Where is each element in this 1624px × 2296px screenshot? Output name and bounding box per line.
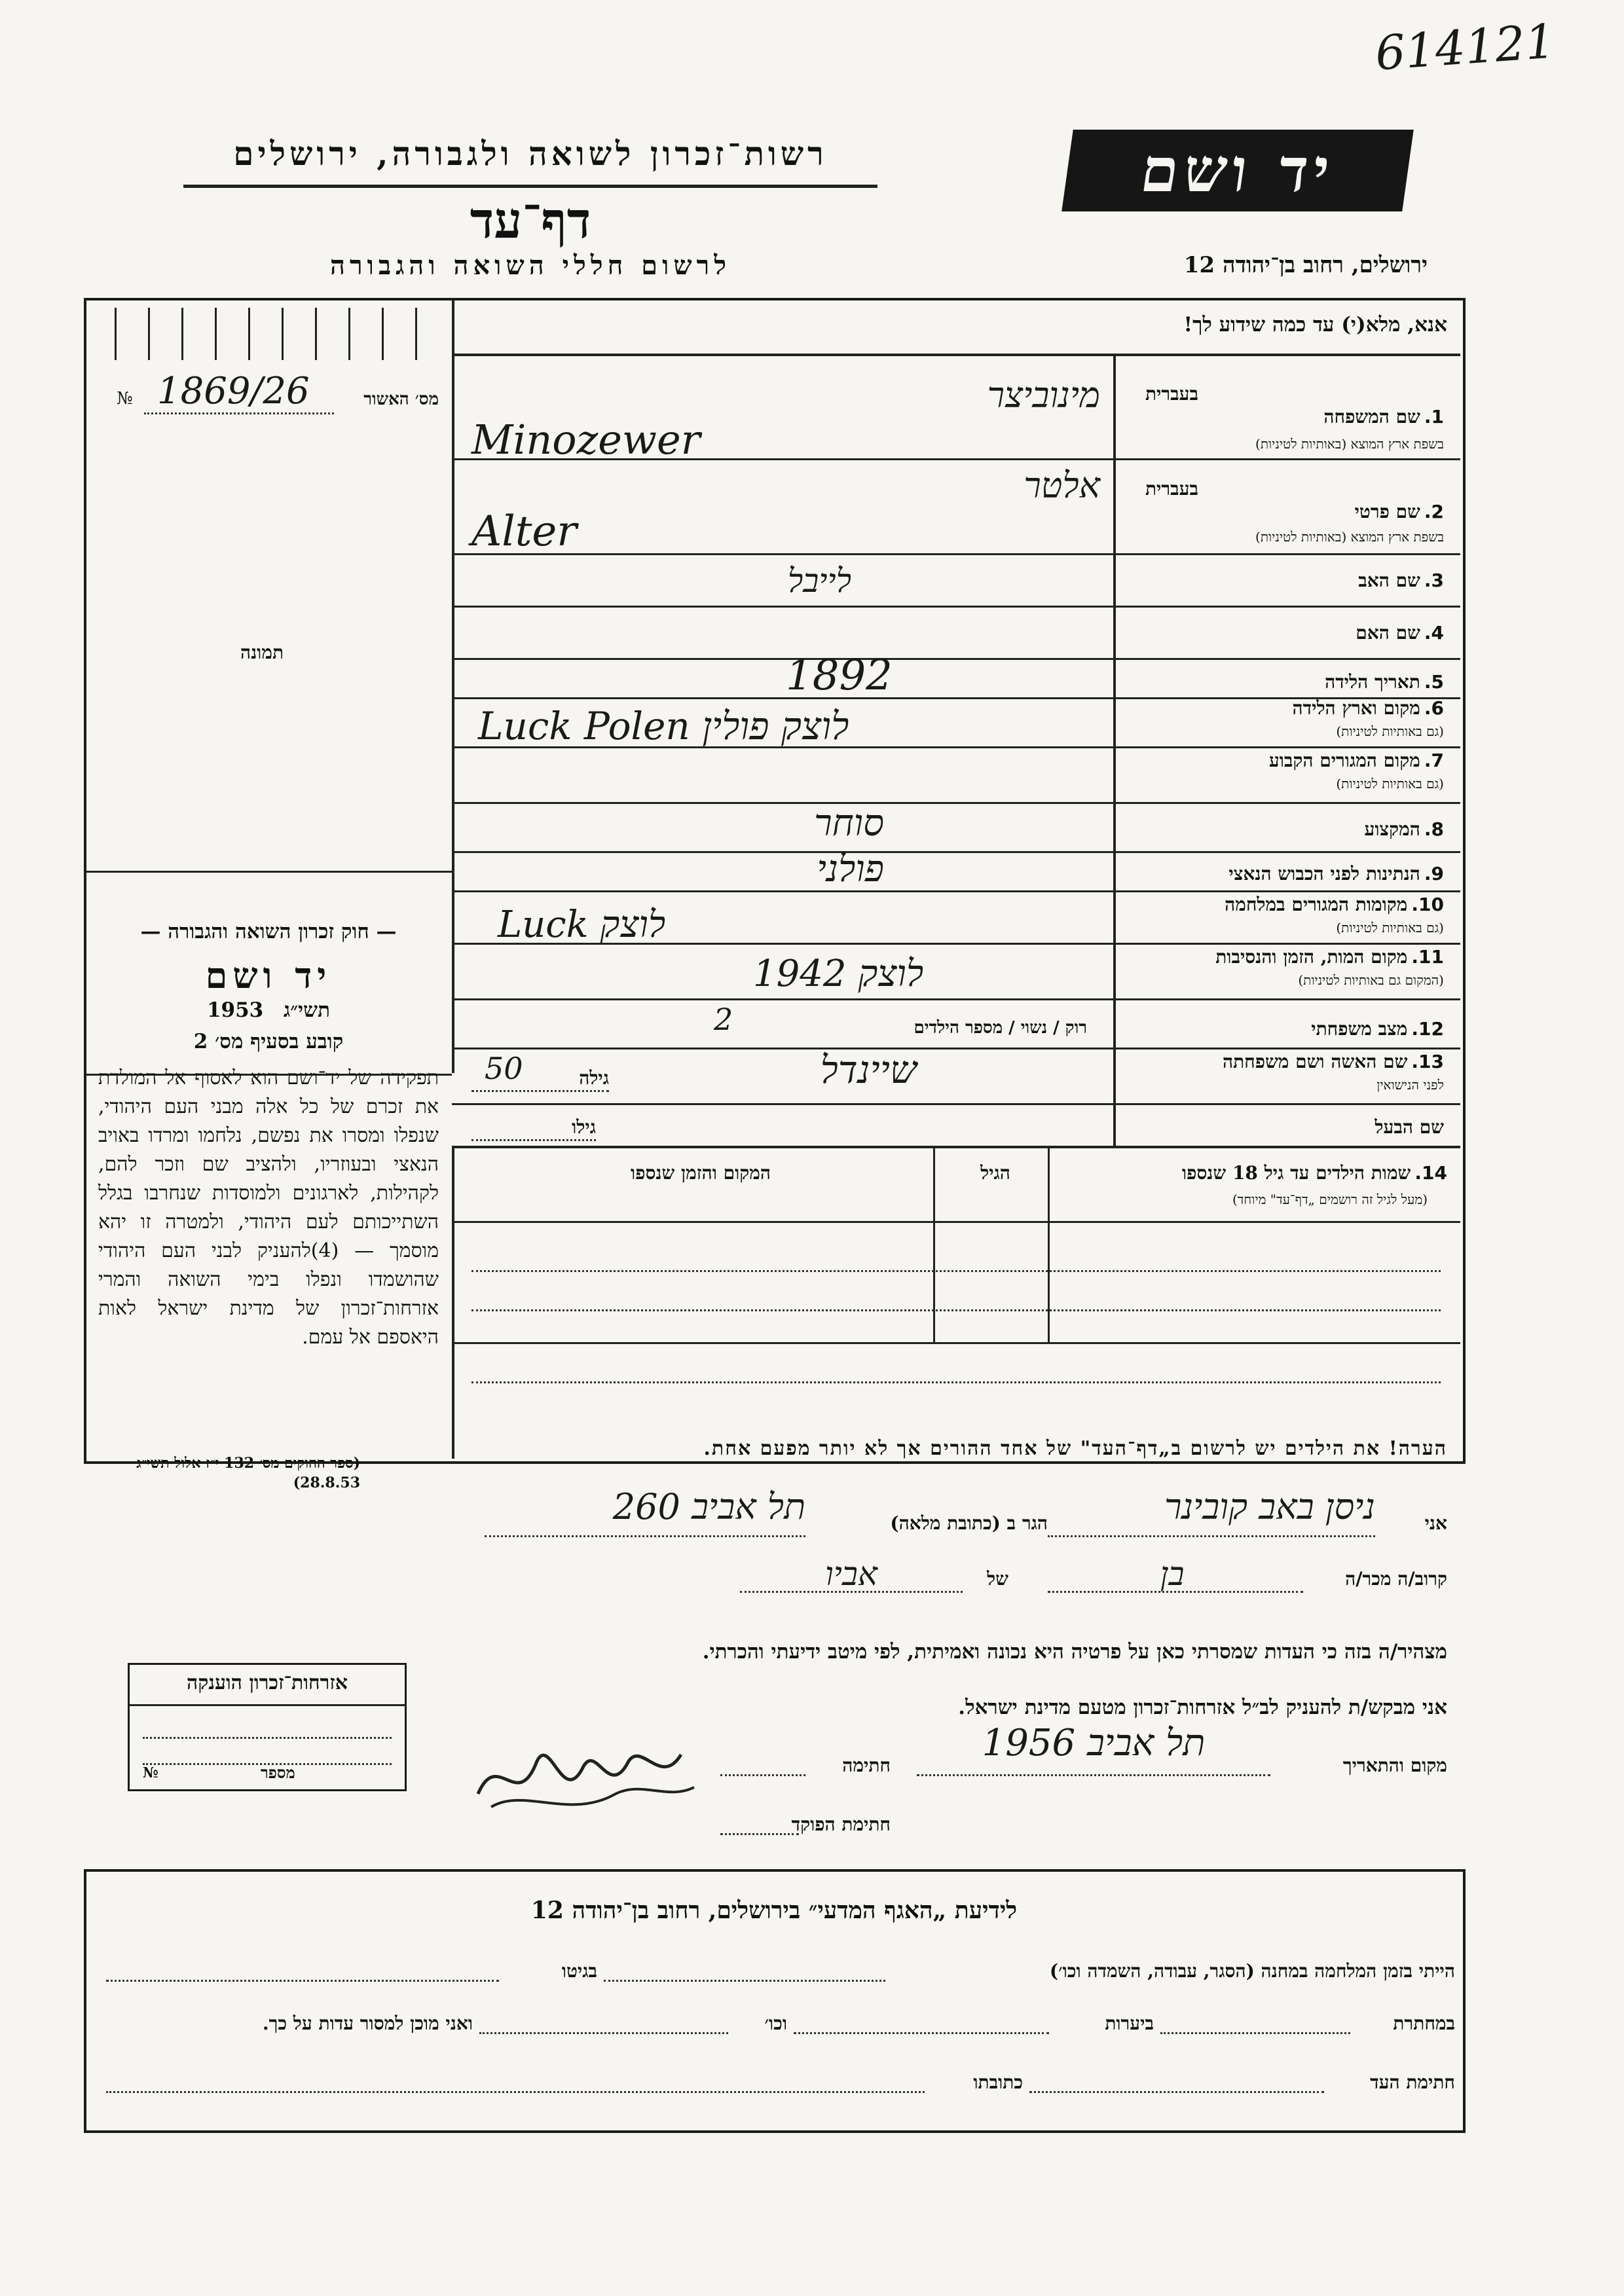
declaration-of: של	[987, 1568, 1008, 1590]
field-9-label: 9.הנתינות לפני הכבוש הנאצי	[1228, 863, 1444, 884]
children-col-age: הגיל	[980, 1162, 1010, 1184]
citizenship-box	[128, 1663, 407, 1791]
law-title: — חוק זכרון השואה והגבורה —	[140, 920, 397, 943]
file-number-prefix: №	[117, 389, 133, 409]
field-13-age-value[interactable]: 50	[485, 1051, 523, 1086]
children-title: 14.שמות הילדים עד גיל 18 שנספו	[1181, 1162, 1447, 1184]
children-col-place: המקום והזמן שנספו	[631, 1162, 771, 1184]
footer-witness-address-line[interactable]	[106, 2091, 925, 2093]
field-10-label: 10.מקומות המגורים במלחמה	[1225, 894, 1444, 915]
form-subtitle: לרשום חללי השואה והגבורה	[329, 250, 731, 281]
field-13-label: 13.שם האשה ושם משפחתה	[1222, 1051, 1444, 1072]
footer-witness-signature-line[interactable]	[1029, 2091, 1324, 2093]
law-year-number: 1953	[206, 998, 264, 1022]
field-13-sub: לפני הנישואין	[1376, 1077, 1444, 1093]
field-5-value[interactable]: 1892	[786, 651, 893, 700]
sidebar-divider	[452, 301, 454, 1073]
file-number-value[interactable]: 1869/26	[157, 370, 310, 412]
sidebar-bottom	[86, 871, 452, 873]
field-8-label: 8.המקצוע	[1364, 818, 1444, 840]
place-date-label: מקום והתאריך	[1342, 1755, 1447, 1776]
field-8-value[interactable]: סוחר	[814, 802, 884, 845]
declaration-statement: מצהיר/ה בזה כי העדות שמסרתי כאן על פרטיה היא נכונה ואמיתית, לפי מיטב ידיעתי והכרתי.	[702, 1640, 1447, 1664]
footer-underground-label: במחתרת	[1393, 2013, 1455, 2034]
law-name: יד ושם	[205, 955, 332, 996]
signature-label: חתימה	[842, 1755, 891, 1776]
footer-forests-label: ביערות	[1105, 2013, 1154, 2034]
law-year-hebrew: תשי״ג	[284, 998, 331, 1022]
field-2-value-latin[interactable]: Alter	[471, 507, 577, 556]
declarant-address[interactable]: תל אביב 260	[612, 1486, 805, 1527]
law-section: קובע בסעיף מס׳ 2	[193, 1030, 344, 1053]
field-11-label: 11.מקום המות, הזמן והנסיבות	[1215, 946, 1444, 968]
declaration-request: אני מבקש/ת להעניק לב״ל אזרחות־זכרון מטעם מדינת ישראל.	[958, 1696, 1447, 1719]
file-number-line	[144, 412, 334, 414]
field-3-value[interactable]: לייבל	[787, 562, 851, 600]
declaration-residing: הגר ב (כתובת מלאה)	[890, 1512, 1048, 1534]
field-1-value-hebrew[interactable]: מינוביצר	[987, 374, 1100, 416]
field-1-value-latin[interactable]: Minozewer	[471, 416, 701, 464]
label-divider	[1113, 355, 1116, 1147]
field-10-sub: (גם באותיות לטיניות)	[1336, 920, 1444, 936]
field-7-label: 7.מקום המגורים הקבוע	[1268, 750, 1444, 771]
law-year	[95, 998, 442, 1022]
citizenship-number-label: מספר	[261, 1763, 295, 1782]
field-2-value-hebrew[interactable]: אלטר	[1024, 465, 1100, 506]
declarant-relation[interactable]: בן	[1160, 1555, 1185, 1593]
field-11-value[interactable]: 1942 לוצק	[753, 953, 924, 995]
form-title: דף־עד	[470, 191, 591, 249]
intro-rule	[452, 354, 1460, 356]
citizenship-title: אזרחות־זכרון הוענקה	[186, 1671, 348, 1694]
field-10-value[interactable]: Luck לוצק	[498, 903, 666, 946]
law-body: תפקידה של יד־ושם הוא לאסוף אל המולדת את זכרם של כל אלה מבני העם היהודי, שנפלו ומסרו את נפשם, נלחמו ומרדו באויב הנאצי ובעוזריו, ולהציב שם וזכר להם, לקהילות, לארגונים ולמוסדות שנחרבו בגלל השתייכותם לעם היהודי, ולמטרה זו יהא מוסמך — (4)להעניק לבני העם היהודי שהושמדו ונפלו בימי השואה והמרי אזרחות־זכרון של מדינת ישראל לאות היאספם אל עמם.	[98, 1066, 439, 1349]
field-12-options: רוק / נשוי / מספר הילדים	[913, 1018, 1087, 1038]
footer-box	[84, 1869, 1466, 2133]
field-13-age-label: גילה	[579, 1067, 609, 1089]
field-9-value[interactable]: פולני	[817, 848, 884, 890]
footer-camp-label: הייתי בזמן המלחמה במחנה (הסגר, עבודה, השמדה וכו׳)	[1049, 1960, 1455, 1982]
footer-etc-label: וכו׳	[764, 2013, 787, 2034]
field-2-label: 2.שם פרטי	[1354, 501, 1444, 522]
field-6-sub: (גם באותיות לטיניות)	[1336, 723, 1444, 739]
logo-text: יד ושם	[1136, 135, 1339, 206]
field-12-label: 12.מצב משפחתי	[1311, 1018, 1444, 1040]
signature-line[interactable]	[720, 1774, 805, 1776]
footer-ghetto-label: בגיטו	[561, 1960, 597, 1982]
field-3-label: 3.שם האב	[1358, 570, 1444, 591]
field-1-label: 1.שם המשפחה	[1323, 406, 1444, 428]
hebrew-col-2: בעברית	[1145, 478, 1198, 500]
declaration-relative: קרוב/ה מכר/ה	[1345, 1568, 1447, 1590]
field-12-children[interactable]: 2	[714, 1002, 733, 1037]
husband-label: שם הבעל	[1375, 1116, 1444, 1138]
signature-scribble	[471, 1722, 707, 1827]
archive-number: 614121	[1373, 13, 1557, 81]
official-signature-label: חתימת הפוקד	[791, 1813, 891, 1835]
children-note: הערה! את הילדים יש לרשום ב„דף־העד" של אחד ההורים אך לא יותר מפעם אחת.	[703, 1437, 1447, 1460]
field-4-label: 4.שם האם	[1356, 622, 1444, 644]
field-2-sub: בשפת ארץ המוצא (באותיות לטיניות)	[1255, 529, 1444, 545]
footer-witness-signature-label: חתימת העד	[1370, 2071, 1455, 2093]
official-signature-line[interactable]	[720, 1833, 799, 1835]
file-number-label: מס׳ האשור	[363, 390, 439, 409]
address: ירושלים, רחוב בן־יהודה 12	[1183, 252, 1428, 278]
field-7-sub: (גם באותיות לטיניות)	[1336, 776, 1444, 792]
field-6-value[interactable]: Luck Polen לוצק פולין	[478, 704, 849, 748]
hebrew-col-1: בעברית	[1145, 383, 1198, 405]
field-1-sub: בשפת ארץ המוצא (באותיות לטיניות)	[1255, 436, 1444, 452]
field-11-sub: (המקום גם באותיות לטיניות)	[1298, 972, 1444, 988]
place-date-value[interactable]: תל אביב 1956	[982, 1722, 1206, 1764]
field-13-value[interactable]: שיינדל	[820, 1048, 917, 1092]
intro: אנא, מלא(י) עד כמה שידוע לך!	[1183, 313, 1447, 337]
field-5-label: 5.תאריך הלידה	[1325, 671, 1444, 693]
photo-label: תמונה	[240, 642, 284, 663]
footer-witness-address-label: כתובתו	[973, 2071, 1023, 2093]
footer-testimony-label: ואני מוכן למסור עדות על כך.	[262, 2013, 473, 2034]
law-citation: (ספר החוקים מס׳ 132 י״ז אלול תשי״ג 28.8.53)	[136, 1455, 360, 1491]
citizenship-number-prefix: №	[143, 1764, 158, 1781]
authority-line: רשות־זכרון לשואה ולגבורה, ירושלים	[233, 134, 828, 173]
husband-age-label: גילו	[572, 1116, 596, 1138]
footer-heading: לידיעת „האגף המדעי״ בירושלים, רחוב בן־יהודה 12	[530, 1897, 1018, 1924]
declarant-of-value[interactable]: אביו	[824, 1555, 877, 1593]
field-6-label: 6.מקום וארץ הלידה	[1292, 697, 1444, 719]
yad-vashem-logo	[1061, 130, 1414, 211]
header-rule	[183, 185, 877, 188]
children-title-sub: (מעל לגיל זה רושמים „דף־עד" מיוחד)	[1232, 1192, 1428, 1207]
declarant-name[interactable]: ניסן באב קובינר	[1164, 1486, 1375, 1527]
declaration-ani: אני	[1424, 1512, 1447, 1534]
